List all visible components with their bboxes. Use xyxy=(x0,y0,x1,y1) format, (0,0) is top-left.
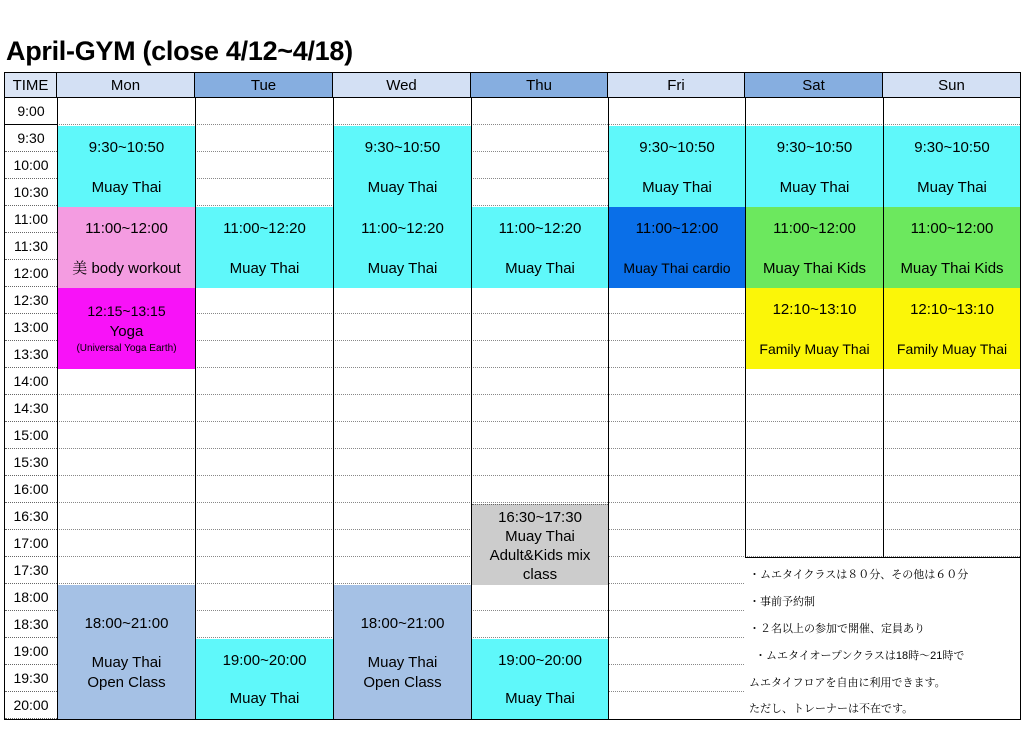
class-block-mon-open-class xyxy=(58,585,195,719)
class-name: Open Class xyxy=(87,674,166,691)
time-label: 10:30 xyxy=(5,179,57,206)
class-name: Muay Thai xyxy=(779,179,850,196)
class-name: Adult&Kids mix xyxy=(489,547,591,564)
class-time: 9:30~10:50 xyxy=(364,139,441,156)
class-name: Muay Thai xyxy=(642,179,712,196)
class-block-wed-open-class xyxy=(334,585,471,719)
class-block-sat-kids xyxy=(746,207,883,288)
class-block-thu-evening xyxy=(472,639,608,719)
class-name: Muay Thai xyxy=(917,179,987,196)
page-title: April-GYM (close 4/12~4/18) xyxy=(6,36,353,66)
class-time: 12:10~13:10 xyxy=(772,301,857,318)
row-divider xyxy=(57,421,1020,422)
class-time: 18:00~21:00 xyxy=(84,615,169,632)
header-time: TIME xyxy=(5,73,57,98)
class-name: Muay Thai Kids xyxy=(762,260,867,277)
class-name: class xyxy=(522,566,558,583)
class-block-mon-yoga xyxy=(58,288,195,369)
time-label: 15:30 xyxy=(5,449,57,476)
time-label: 18:30 xyxy=(5,611,57,638)
class-block-fri-muay-thai xyxy=(609,126,745,207)
class-name: Muay Thai xyxy=(229,260,300,277)
class-block-tue-muay-thai xyxy=(196,207,333,288)
class-time: 9:30~10:50 xyxy=(639,139,715,156)
class-name: Yoga xyxy=(109,323,144,340)
class-block-tue-evening xyxy=(196,639,333,719)
class-time: 9:30~10:50 xyxy=(776,139,853,156)
time-label: 11:00 xyxy=(5,206,57,233)
note-line: ・ムエタイオープンクラスは18時〜21時で xyxy=(755,650,965,662)
class-note: (Universal Yoga Earth) xyxy=(76,343,177,354)
class-time: 11:00~12:00 xyxy=(773,220,856,237)
class-name: Muay Thai cardio xyxy=(623,260,731,276)
row-divider xyxy=(57,502,1020,503)
time-label: 13:30 xyxy=(5,341,57,368)
class-name: Family Muay Thai xyxy=(896,341,1008,357)
class-block-thu-muay-thai xyxy=(472,207,608,288)
class-time: 9:30~10:50 xyxy=(88,139,165,156)
time-label: 11:30 xyxy=(5,233,57,260)
class-block-thu-mix xyxy=(472,504,608,585)
time-label: 13:00 xyxy=(5,314,57,341)
class-name: Muay Thai xyxy=(229,690,300,707)
class-time: 12:10~13:10 xyxy=(910,301,994,318)
class-name: Muay Thai xyxy=(91,179,162,196)
class-block-sat-family xyxy=(746,288,883,369)
class-block-mon-body-workout xyxy=(58,207,195,288)
time-label: 16:30 xyxy=(5,503,57,530)
class-block-sun-kids xyxy=(884,207,1020,288)
note-line: ムエタイフロアを自由に利用できます。 xyxy=(749,677,946,689)
class-block-sat-muay-thai xyxy=(746,126,883,207)
class-name: Muay Thai xyxy=(367,179,438,196)
time-label: 9:30 xyxy=(5,125,57,152)
header-sun: Sun xyxy=(883,73,1020,98)
class-name: Muay Thai xyxy=(505,528,575,545)
class-name: Muay Thai xyxy=(505,690,575,707)
class-time: 11:00~12:20 xyxy=(498,220,582,237)
row-divider xyxy=(57,448,1020,449)
time-label: 18:00 xyxy=(5,584,57,611)
time-label: 19:00 xyxy=(5,638,57,665)
header-tue: Tue xyxy=(195,73,333,98)
time-label: 17:30 xyxy=(5,557,57,584)
class-time: 11:00~12:00 xyxy=(910,220,994,237)
class-block-fri-cardio xyxy=(609,207,745,288)
class-name: Muay Thai xyxy=(91,654,162,671)
class-time: 11:00~12:00 xyxy=(85,220,168,237)
note-line: ただし、トレーナーは不在です。 xyxy=(749,703,914,715)
time-label: 20:00 xyxy=(5,692,57,719)
class-block-sun-family xyxy=(884,288,1020,369)
header-thu: Thu xyxy=(471,73,608,98)
class-time: 11:00~12:20 xyxy=(361,220,444,237)
header-mon: Mon xyxy=(57,73,195,98)
class-name: Muay Thai xyxy=(505,260,575,277)
row-divider xyxy=(57,475,1020,476)
class-name: Muay Thai xyxy=(367,654,438,671)
note-line: ・ムエタイクラスは８０分、その他は６０分 xyxy=(749,569,969,581)
class-name: 美 body workout xyxy=(72,260,181,277)
note-line: ・事前予約制 xyxy=(749,596,815,608)
header-wed: Wed xyxy=(333,73,471,98)
class-name: Muay Thai Kids xyxy=(900,260,1004,277)
row-divider xyxy=(57,124,1020,125)
notes-box xyxy=(745,557,1020,719)
class-block-wed-muay-thai xyxy=(334,126,471,207)
class-block-wed-midday xyxy=(334,207,471,288)
time-label: 12:30 xyxy=(5,287,57,314)
class-name: Family Muay Thai xyxy=(759,341,870,357)
time-label: 10:00 xyxy=(5,152,57,179)
class-time: 16:30~17:30 xyxy=(498,509,582,526)
class-time: 19:00~20:00 xyxy=(498,652,582,669)
class-time: 19:00~20:00 xyxy=(222,652,307,669)
class-block-sun-muay-thai xyxy=(884,126,1020,207)
class-time: 9:30~10:50 xyxy=(914,139,990,156)
note-line: ・２名以上の参加で開催、定員あり xyxy=(749,623,925,635)
header-sat: Sat xyxy=(745,73,883,98)
class-name: Muay Thai xyxy=(367,260,438,277)
class-time: 11:00~12:20 xyxy=(223,220,306,237)
class-name: Open Class xyxy=(363,674,442,691)
time-label: 16:00 xyxy=(5,476,57,503)
time-label: 9:00 xyxy=(5,98,57,125)
column-divider xyxy=(471,98,472,719)
row-divider xyxy=(57,394,1020,395)
time-label: 14:00 xyxy=(5,368,57,395)
time-label: 17:00 xyxy=(5,530,57,557)
class-time: 18:00~21:00 xyxy=(360,615,445,632)
time-label: 15:00 xyxy=(5,422,57,449)
time-label: 19:30 xyxy=(5,665,57,692)
header-fri: Fri xyxy=(608,73,745,98)
class-time: 11:00~12:00 xyxy=(635,220,719,237)
class-block-mon-muay-thai xyxy=(58,126,195,207)
time-label: 12:00 xyxy=(5,260,57,287)
time-label: 14:30 xyxy=(5,395,57,422)
column-divider xyxy=(195,98,196,719)
class-time: 12:15~13:15 xyxy=(87,303,166,319)
